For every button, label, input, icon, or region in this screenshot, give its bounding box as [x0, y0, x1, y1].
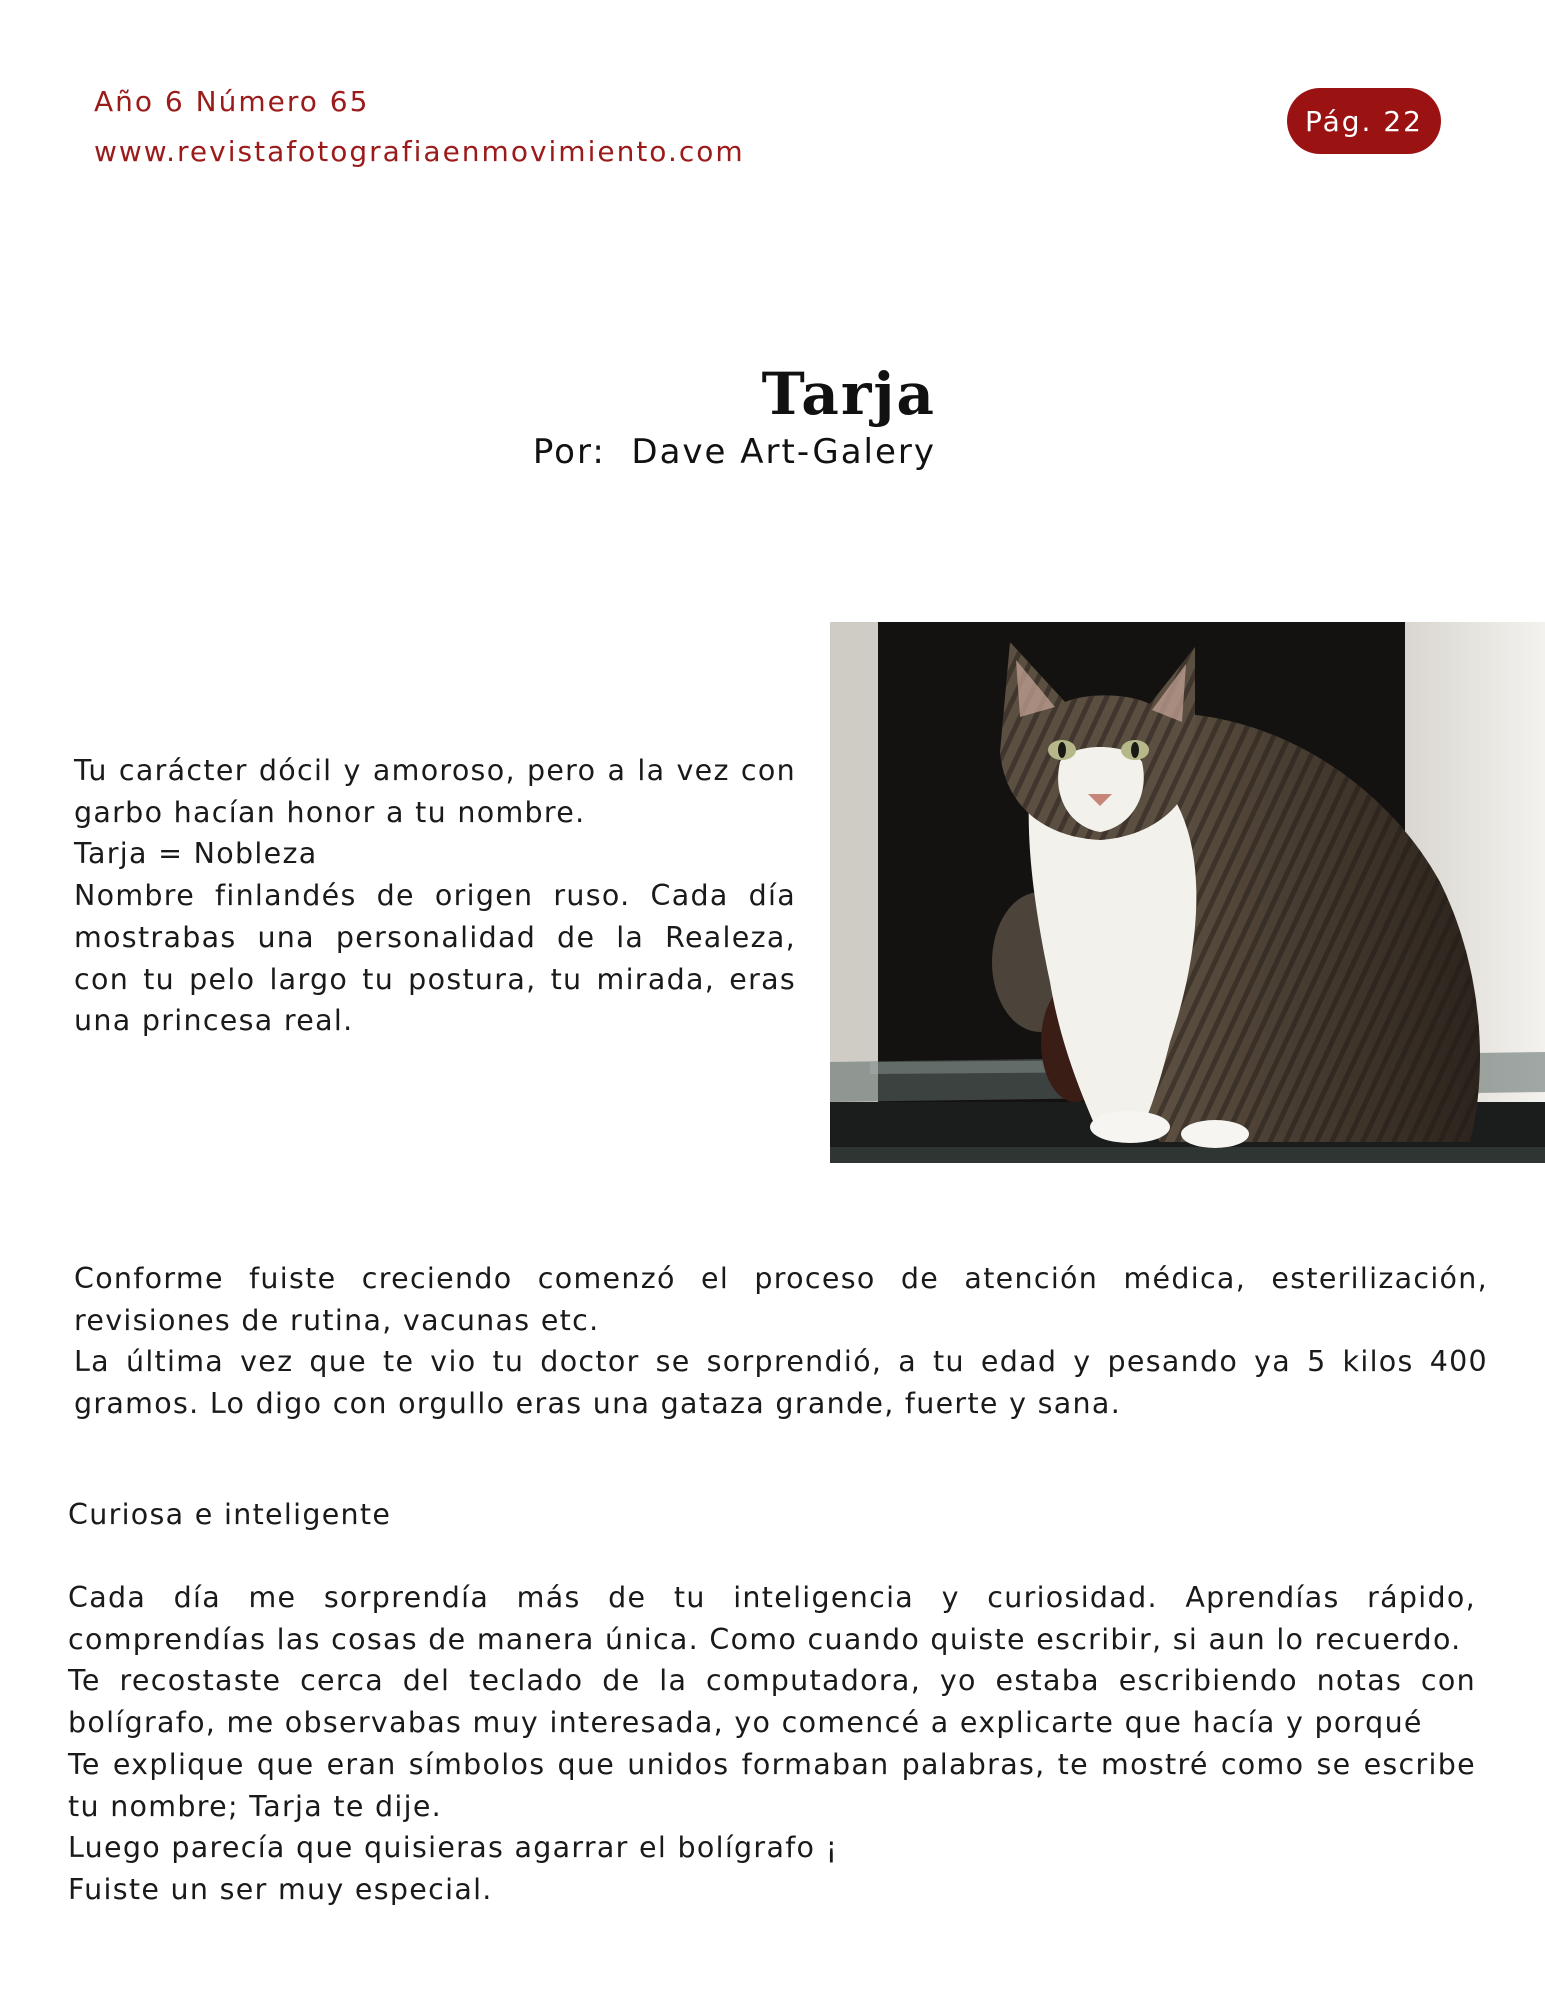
- growth-text: [74, 1258, 1488, 1425]
- page-number-label: Pág. 22: [1305, 104, 1423, 138]
- intro-paragraph: Tu carácter dócil y amoroso, pero a la vez con garbo hacían honor a tu nombre.: [74, 754, 796, 829]
- article-title: Tarja: [761, 360, 936, 428]
- article-byline: Por: Dave Art-Galery: [532, 432, 936, 472]
- growth-paragraph: Conforme fuiste creciendo comenzó el proceso de atención médica, esterilización, revisiones de rutina, vacunas etc.: [74, 1262, 1488, 1337]
- website-link[interactable]: www.revistafotografiaenmovimiento.com: [94, 135, 745, 168]
- intro-paragraph: Tarja = Nobleza: [74, 837, 318, 871]
- story-paragraph: Luego parecía que quisieras agarrar el bolígrafo ¡: [68, 1831, 839, 1865]
- story-paragraph: Te explique que eran símbolos que unidos formaban palabras, te mostré como se escribe tu nombre; Tarja te dije.: [68, 1747, 1476, 1823]
- story-paragraph: Fuiste un ser muy especial.: [68, 1872, 493, 1906]
- section-heading: Curiosa e inteligente: [68, 1498, 392, 1531]
- growth-paragraph: La última vez que te vio tu doctor se sorprendió, a tu edad y pesando ya 5 kilos 400 gramos. Lo digo con orgullo eras una gataza grande, fuerte y sana.: [74, 1345, 1488, 1421]
- story-paragraph: Te recostaste cerca del teclado de la computadora, yo estaba escribiendo notas con bolígrafo, me observabas muy interesada, yo comencé a explicarte que hacía y porqué: [68, 1664, 1476, 1740]
- cat-illustration: [830, 622, 1545, 1163]
- page-number-badge: [1287, 88, 1441, 154]
- intro-paragraph: Nombre finlandés de origen ruso. Cada día mostrabas una personalidad de la Realeza, con tu pelo largo tu postura, tu mirada, eras una princesa real.: [74, 879, 796, 1038]
- issue-label: Año 6 Número 65: [94, 85, 370, 118]
- intro-text: [74, 750, 796, 1042]
- story-text: [68, 1577, 1476, 1911]
- story-paragraph: Cada día me sorprendía más de tu inteligencia y curiosidad. Aprendías rápido, comprendías las cosas de manera única. Como cuando quiste escribir, si aun lo recuerdo.: [68, 1581, 1476, 1656]
- cat-photo: [830, 622, 1545, 1163]
